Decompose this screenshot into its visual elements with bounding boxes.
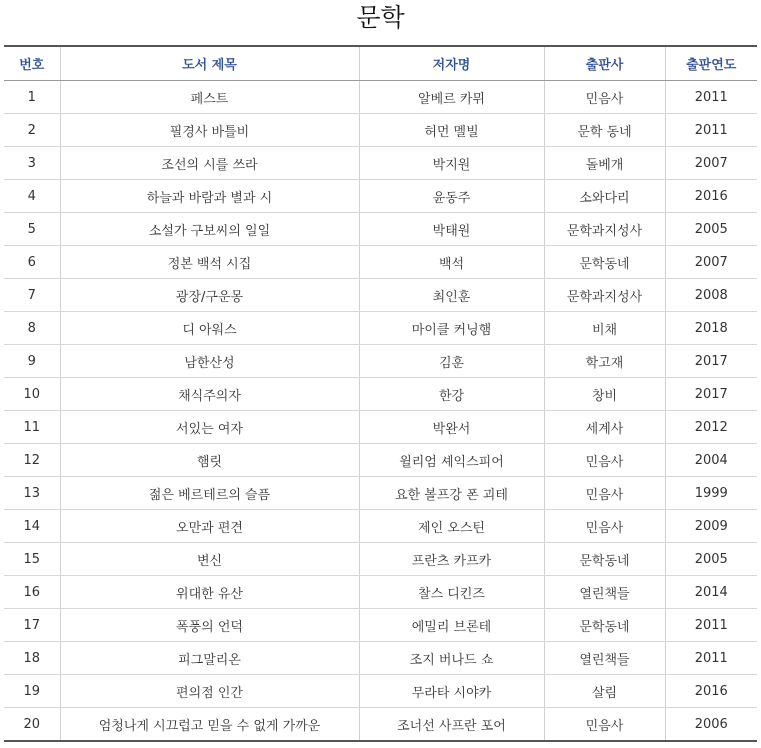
cell-book-title: 정본 백석 시집: [60, 246, 359, 279]
cell-year: 2016: [665, 675, 757, 708]
cell-year: 2017: [665, 345, 757, 378]
table-row: [4, 114, 757, 147]
cell-book-title: 변신: [60, 543, 359, 576]
cell-book-title: 젊은 베르테르의 슬픔: [60, 477, 359, 510]
table-row: [4, 708, 757, 742]
cell-book-title: 엄청나게 시끄럽고 믿을 수 없게 가까운: [60, 708, 359, 742]
cell-publisher: 비채: [544, 312, 665, 345]
table-row: [4, 147, 757, 180]
table-row: [4, 477, 757, 510]
table-body: [4, 81, 757, 742]
cell-number: 7: [4, 279, 60, 312]
cell-book-title: 햄릿: [60, 444, 359, 477]
cell-number: 9: [4, 345, 60, 378]
cell-number: 5: [4, 213, 60, 246]
cell-book-title: 위대한 유산: [60, 576, 359, 609]
cell-year: 1999: [665, 477, 757, 510]
header-book-title: 도서 제목: [60, 46, 359, 81]
cell-publisher: 문학과지성사: [544, 279, 665, 312]
cell-author: 김훈: [359, 345, 544, 378]
cell-number: 4: [4, 180, 60, 213]
table-row: [4, 576, 757, 609]
cell-author: 조지 버나드 쇼: [359, 642, 544, 675]
cell-number: 10: [4, 378, 60, 411]
cell-number: 18: [4, 642, 60, 675]
cell-year: 2011: [665, 114, 757, 147]
cell-year: 2014: [665, 576, 757, 609]
cell-publisher: 문학과지성사: [544, 213, 665, 246]
cell-book-title: 남한산성: [60, 345, 359, 378]
cell-publisher: 민음사: [544, 510, 665, 543]
cell-number: 14: [4, 510, 60, 543]
cell-author: 마이클 커닝햄: [359, 312, 544, 345]
cell-year: 2012: [665, 411, 757, 444]
cell-year: 2016: [665, 180, 757, 213]
cell-book-title: 조선의 시를 쓰라: [60, 147, 359, 180]
table-header-row: [4, 46, 757, 81]
cell-publisher: 문학동네: [544, 609, 665, 642]
book-table: [4, 45, 757, 742]
cell-author: 무라타 시야카: [359, 675, 544, 708]
cell-publisher: 열린책들: [544, 576, 665, 609]
cell-year: 2011: [665, 642, 757, 675]
cell-number: 17: [4, 609, 60, 642]
cell-number: 8: [4, 312, 60, 345]
cell-year: 2011: [665, 609, 757, 642]
table-row: [4, 213, 757, 246]
table-row: [4, 444, 757, 477]
cell-number: 12: [4, 444, 60, 477]
cell-publisher: 문학동네: [544, 543, 665, 576]
cell-year: 2005: [665, 213, 757, 246]
table-row: [4, 609, 757, 642]
cell-year: 2009: [665, 510, 757, 543]
cell-author: 허먼 멜빌: [359, 114, 544, 147]
cell-book-title: 광장/구운몽: [60, 279, 359, 312]
cell-publisher: 살림: [544, 675, 665, 708]
table-row: [4, 642, 757, 675]
cell-author: 윌리엄 셰익스피어: [359, 444, 544, 477]
cell-number: 15: [4, 543, 60, 576]
table-row: [4, 279, 757, 312]
cell-book-title: 편의점 인간: [60, 675, 359, 708]
cell-publisher: 열린책들: [544, 642, 665, 675]
cell-book-title: 오만과 편견: [60, 510, 359, 543]
table-row: [4, 312, 757, 345]
cell-year: 2006: [665, 708, 757, 742]
cell-year: 2008: [665, 279, 757, 312]
cell-number: 13: [4, 477, 60, 510]
table-row: [4, 411, 757, 444]
page-title: 문학: [356, 3, 405, 32]
cell-author: 윤동주: [359, 180, 544, 213]
cell-author: 제인 오스틴: [359, 510, 544, 543]
cell-author: 에밀리 브론테: [359, 609, 544, 642]
cell-publisher: 문학 동네: [544, 114, 665, 147]
cell-author: 프란츠 카프카: [359, 543, 544, 576]
table-row: [4, 345, 757, 378]
cell-number: 20: [4, 708, 60, 742]
cell-publisher: 소와다리: [544, 180, 665, 213]
cell-author: 요한 볼프강 폰 괴테: [359, 477, 544, 510]
cell-year: 2005: [665, 543, 757, 576]
cell-book-title: 폭풍의 언덕: [60, 609, 359, 642]
cell-number: 16: [4, 576, 60, 609]
table-row: [4, 180, 757, 213]
cell-book-title: 채식주의자: [60, 378, 359, 411]
cell-author: 조너선 사프란 포어: [359, 708, 544, 742]
cell-author: 최인훈: [359, 279, 544, 312]
cell-author: 박완서: [359, 411, 544, 444]
cell-publisher: 세계사: [544, 411, 665, 444]
cell-number: 6: [4, 246, 60, 279]
cell-author: 한강: [359, 378, 544, 411]
cell-number: 19: [4, 675, 60, 708]
cell-year: 2007: [665, 246, 757, 279]
cell-number: 11: [4, 411, 60, 444]
header-author: 저자명: [359, 46, 544, 81]
cell-publisher: 돌베개: [544, 147, 665, 180]
header-year: 출판연도: [665, 46, 757, 81]
cell-book-title: 디 아워스: [60, 312, 359, 345]
cell-number: 3: [4, 147, 60, 180]
cell-author: 찰스 디킨즈: [359, 576, 544, 609]
cell-author: 박태원: [359, 213, 544, 246]
cell-publisher: 민음사: [544, 81, 665, 114]
cell-year: 2011: [665, 81, 757, 114]
cell-publisher: 학고재: [544, 345, 665, 378]
cell-author: 박지원: [359, 147, 544, 180]
cell-author: 알베르 카뮈: [359, 81, 544, 114]
table-row: [4, 378, 757, 411]
cell-year: 2007: [665, 147, 757, 180]
table-row: [4, 81, 757, 114]
header-number: 번호: [4, 46, 60, 81]
cell-year: 2018: [665, 312, 757, 345]
cell-book-title: 필경사 바틀비: [60, 114, 359, 147]
cell-publisher: 민음사: [544, 708, 665, 742]
cell-publisher: 문학동네: [544, 246, 665, 279]
cell-year: 2004: [665, 444, 757, 477]
cell-year: 2017: [665, 378, 757, 411]
cell-number: 2: [4, 114, 60, 147]
cell-publisher: 민음사: [544, 477, 665, 510]
cell-author: 백석: [359, 246, 544, 279]
cell-book-title: 서있는 여자: [60, 411, 359, 444]
table-row: [4, 246, 757, 279]
cell-book-title: 하늘과 바람과 별과 시: [60, 180, 359, 213]
header-publisher: 출판사: [544, 46, 665, 81]
cell-book-title: 페스트: [60, 81, 359, 114]
cell-publisher: 창비: [544, 378, 665, 411]
cell-number: 1: [4, 81, 60, 114]
table-row: [4, 510, 757, 543]
cell-publisher: 민음사: [544, 444, 665, 477]
table-row: [4, 675, 757, 708]
cell-book-title: 소설가 구보씨의 일일: [60, 213, 359, 246]
cell-book-title: 피그말리온: [60, 642, 359, 675]
table-row: [4, 543, 757, 576]
